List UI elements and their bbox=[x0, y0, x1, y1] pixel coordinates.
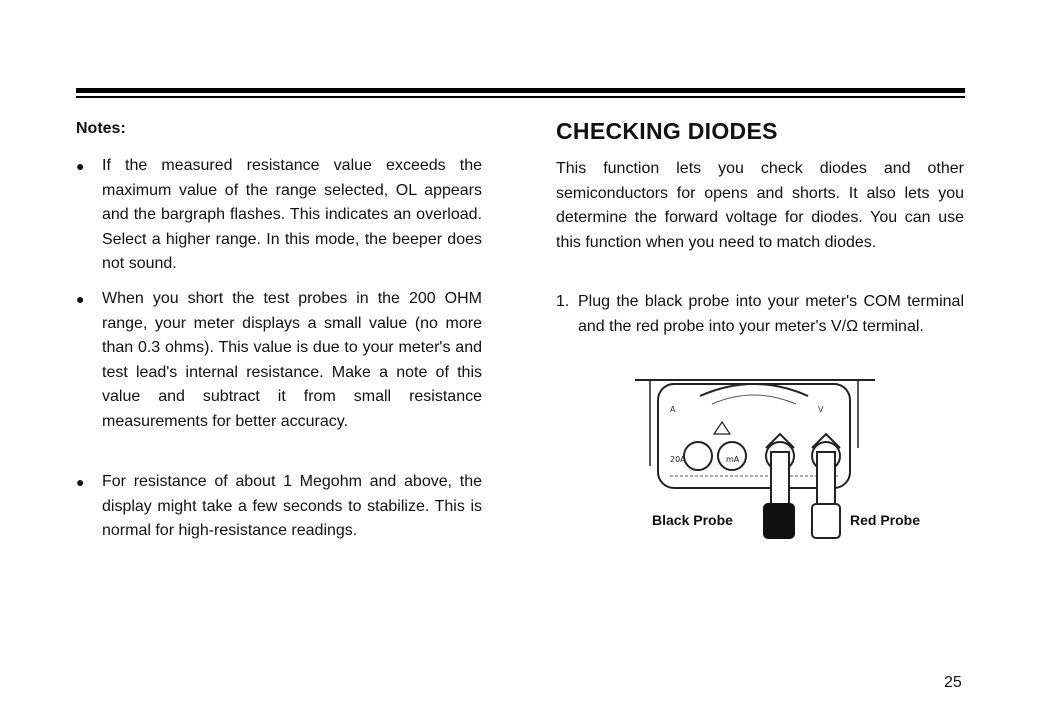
svg-text:V: V bbox=[818, 405, 824, 414]
note-text: For resistance of about 1 Megohm and above, the display might take a few seconds to stabilize. This is normal for high-resistance readings. bbox=[102, 473, 482, 539]
notes-heading: Notes: bbox=[76, 120, 126, 137]
top-rule-thick bbox=[76, 88, 965, 93]
note-item bbox=[76, 287, 482, 434]
svg-text:mA: mA bbox=[726, 455, 740, 464]
note-text: If the measured resistance value exceeds the maximum value of the range selected, OL appears and the bargraph flashes. This indicates an overload. Select a higher range. In this mode, the beeper does not sound. bbox=[102, 157, 482, 272]
note-item bbox=[76, 154, 482, 277]
bullet-icon: ● bbox=[76, 474, 85, 490]
black-probe-label: Black Probe bbox=[652, 512, 733, 528]
page-number: 25 bbox=[944, 674, 962, 691]
svg-text:20A: 20A bbox=[670, 455, 686, 464]
note-text: When you short the test probes in the 200 OHM range, your meter displays a small value (no more than 0.3 ohms). This value is due to your meter's and test lead's internal resistance. Make a note of this value and subtract it from small resistance measurements for better accuracy. bbox=[102, 290, 482, 430]
svg-text:A: A bbox=[670, 405, 676, 414]
section-title: CHECKING DIODES bbox=[556, 118, 778, 144]
bullet-icon: ● bbox=[76, 158, 85, 174]
note-item bbox=[76, 470, 482, 544]
top-rule-thin bbox=[76, 96, 965, 98]
red-probe-label: Red Probe bbox=[850, 512, 921, 528]
step-number: 1. bbox=[556, 293, 570, 310]
step-text: Plug the black probe into your meter's COM terminal and the red probe into your meter's V/Ω terminal. bbox=[578, 293, 964, 335]
step-item bbox=[556, 290, 964, 339]
bullet-icon: ● bbox=[76, 291, 85, 307]
section-intro: This function lets you check diodes and other semiconductors for opens and shorts. It also lets you determine the forward voltage for diodes. You can use this function when you need to match diodes. bbox=[556, 160, 964, 251]
